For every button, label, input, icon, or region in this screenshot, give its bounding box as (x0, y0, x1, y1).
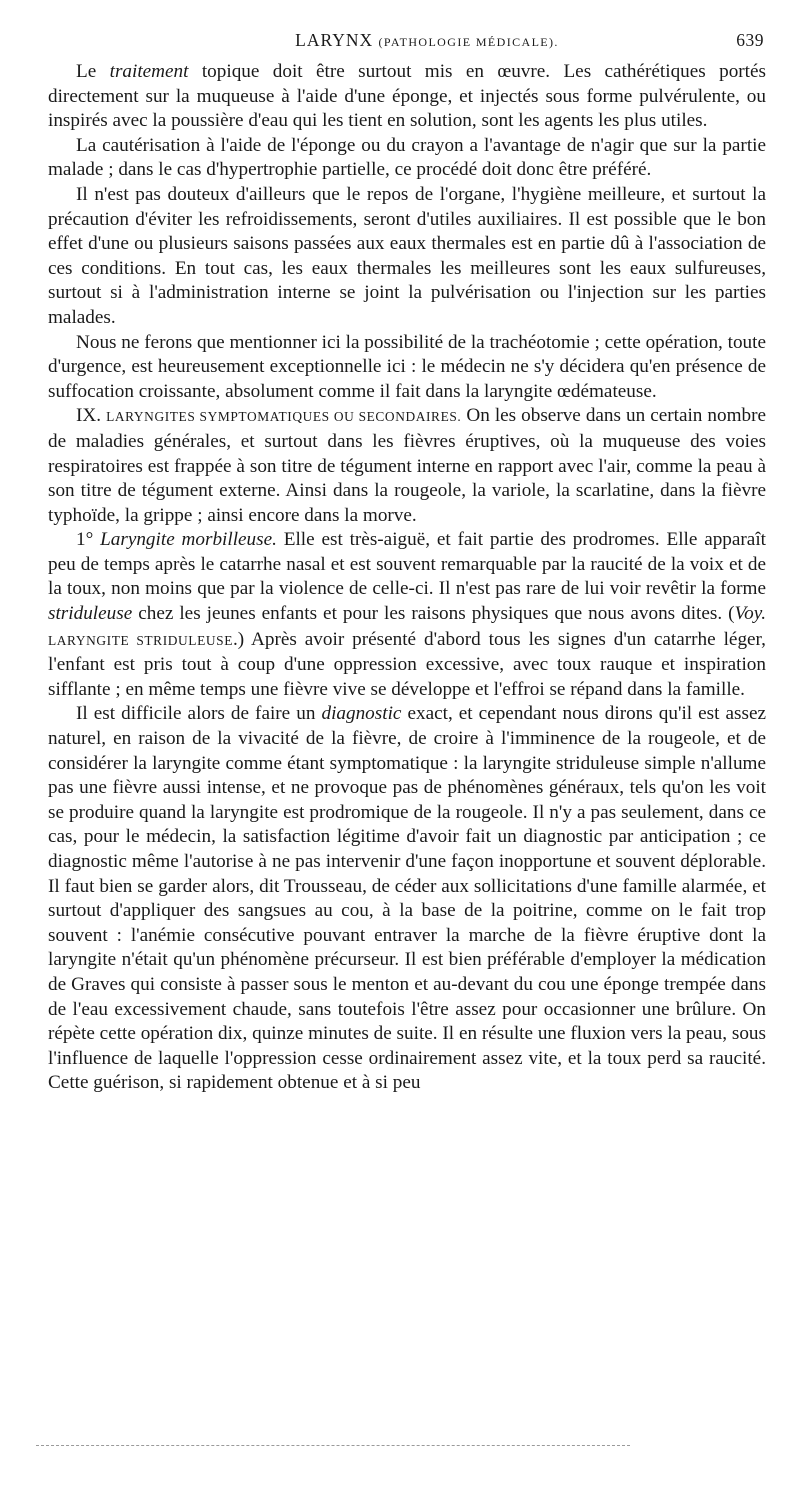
p7-body-1: Il est difficile alors de faire un (76, 703, 322, 725)
p6-title: Laryngite morbilleuse. (100, 529, 277, 551)
p6-body-1: Elle est très-aiguë, et fait partie des prodromes. Elle apparaît peu de temps après le catarrhe nasal et est souvent remarquable par la raucité de la voix et de la toux, non moins que par la violence de celle-ci. Il n'est pas rare de lui voir revêtir la forme (48, 529, 766, 600)
p6-emphasis: striduleuse (48, 603, 133, 625)
running-title-sub: (PATHOLOGIE MÉDICALE). (378, 35, 559, 49)
running-title (48, 30, 766, 51)
p7-body-2: exact, et cependant nous dirons qu'il est assez naturel, en raison de la vivacité de la fièvre, de croire à l'imminence de la rougeole, et de considérer la laryngite comme étant symptomatique : la laryngite striduleuse simple n'allume pas une fièvre aussi intense, et ne provoque pas de phénomènes généraux, tels qu'on les voit se produire quand la laryngite est prodromique de la rougeole. Il n'y a pas seulement, dans ce cas, pour le médecin, la satisfaction légitime d'avoir fait un diagnostic par anticipation ; ce diagnostic même l'autorise à ne pas intervenir d'une façon inopportune et souvent déplorable. Il faut bien se garder alors, dit Trousseau, de céder aux sollicitations d'une famille alarmée, et surtout d'appliquer des sangsues au cou, à la base de la poitrine, comme on le fait trop souvent : l'anémie consécutive pouvant entraver la marche de la fièvre éruptive dont la laryngite n'était qu'un phénomène précurseur. Il est bien préférable d'employer la médication de Graves qui consiste à passer sous le menton et au-devant du cou une éponge trempée dans de l'eau excessivement chaude, sans toutefois l'être assez pour occasionner une brûlure. On répète cette opération dix, quinze minutes de suite. Il en résulte une fluxion vers la peau, sous l'influence de laquelle l'oppression cesse ordinairement assez vite, et la toux perd sa raucité. Cette guérison, si rapidement obtenue et à si peu (48, 703, 766, 1094)
paragraph-diagnostic (48, 702, 766, 1096)
paragraph-traitement (48, 60, 766, 134)
p6-body-2: chez les jeunes enfants et pour les raisons physiques que nous avons dites. ( (132, 603, 735, 625)
p7-emphasis: diagnostic (321, 703, 402, 725)
p6-body-3: .) Après avoir présenté d'abord tous les signes d'un catarrhe léger, l'enfant est pris tout à coup d'une oppression excessive, avec toux rauque et inspiration sifflante ; en même temps une fièvre vive se développe et l'effroi se répand dans la famille. (48, 628, 766, 700)
p1-body: topique doit être surtout mis en œuvre. Les cathérétiques portés directement sur la muqueuse à l'aide d'une éponge, et injectés sous forme pulvérulente, ou inspirés avec la poussière d'eau qui les tient en solution, sont les agents les plus utiles. (48, 61, 766, 132)
p5-body: On les observe dans un certain nombre de maladies générales, et surtout dans les fièvres éruptives, où la muqueuse des voies respiratoires est frappée à son titre de tégument interne en rapport avec l'air, comme la peau à son titre de tégument externe. Ainsi dans la rougeole, la variole, la scarlatine, dans la fièvre typhoïde, la grippe ; ainsi encore dans la morve. (48, 405, 767, 526)
p2-body: La cautérisation à l'aide de l'éponge ou du crayon a l'avantage de n'agir que sur la partie malade ; dans le cas d'hypertrophie partielle, ce procédé doit donc être préféré. (48, 134, 766, 181)
section-heading: LARYNGITES SYMPTOMATIQUES OU SECONDAIRES. (106, 409, 462, 425)
p6-number: 1° (76, 529, 101, 551)
p6-cross-reference: LARYNGITE STRIDULEUSE (48, 632, 233, 648)
paragraph-cauterisation (48, 134, 766, 183)
body-text (48, 60, 766, 1096)
section-numeral: IX. (76, 405, 107, 427)
p3-body: Il n'est pas douteux d'ailleurs que le repos de l'organe, l'hygiène meilleure, et surtout la précaution d'éviter les refroidissements, seront d'utiles auxiliaires. Il est possible que le bon effet d'une ou plusieurs saisons passées aux eaux thermales est en partie dû à l'association de ces conditions. En tout cas, les eaux thermales les meilleures sont les eaux sulfureuses, surtout si à l'administration interne se joint la pulvérisation ou l'injection sur les parties malades. (48, 183, 766, 328)
page-number: 639 (736, 30, 764, 50)
p6-voy: Voy. (734, 603, 766, 625)
section-ix-laryngites (48, 404, 766, 528)
p1-emphasis: traitement (109, 61, 189, 82)
running-title-main: LARYNX (295, 30, 374, 50)
page-header (48, 30, 766, 60)
paragraph-tracheotomie (48, 331, 766, 405)
paragraph-laryngite-morbilleuse (48, 528, 766, 702)
p1-lead: Le (76, 61, 110, 82)
bottom-rule (36, 1445, 630, 1446)
paragraph-repos (48, 183, 766, 331)
p4-body: Nous ne ferons que mentionner ici la possibilité de la trachéotomie ; cette opération, toute d'urgence, est heureusement exceptionnelle ici : le médecin ne s'y décidera qu'en présence de suffocation croissante, absolument comme il fait dans la laryngite œdémateuse. (48, 331, 767, 402)
